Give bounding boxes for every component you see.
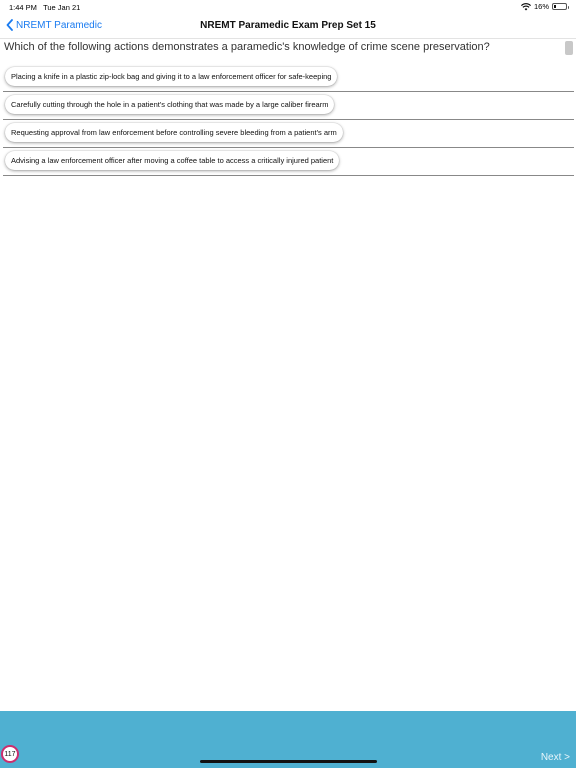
answer-row-3 xyxy=(3,120,574,148)
wifi-icon xyxy=(521,3,531,11)
scrollbar-thumb[interactable] xyxy=(565,41,573,55)
answer-row-2 xyxy=(3,92,574,120)
answer-row-1 xyxy=(3,64,574,92)
question-counter-badge[interactable]: 117 xyxy=(1,745,19,763)
status-right xyxy=(521,2,567,11)
answer-list xyxy=(3,64,574,176)
answer-row-4 xyxy=(3,148,574,176)
battery-fill xyxy=(554,5,556,8)
answer-option-2[interactable]: Carefully cutting through the hole in a patient's clothing that was made by a large caliber firearm xyxy=(5,95,334,114)
nav-divider xyxy=(0,38,576,39)
navigation-bar xyxy=(0,14,576,38)
status-time xyxy=(9,3,80,12)
question-text: Which of the following actions demonstrates a paramedic's knowledge of crime scene preservation? xyxy=(4,41,490,53)
page-title: NREMT Paramedic Exam Prep Set 15 xyxy=(200,20,376,31)
footer-bar xyxy=(0,711,576,768)
answer-option-4[interactable]: Advising a law enforcement officer after moving a coffee table to access a critically injured patient xyxy=(5,151,339,170)
back-button-label: NREMT Paramedic xyxy=(16,19,102,31)
battery-icon xyxy=(552,3,567,10)
status-bar xyxy=(0,0,576,14)
status-date-text: Tue Jan 21 xyxy=(43,3,81,12)
answer-option-1[interactable]: Placing a knife in a plastic zip-lock bag and giving it to a law enforcement officer for safe-keeping xyxy=(5,67,337,86)
battery-percent: 16% xyxy=(533,2,549,11)
home-indicator xyxy=(200,760,377,763)
next-button[interactable]: Next > xyxy=(540,752,570,763)
answer-option-3[interactable]: Requesting approval from law enforcement before controlling severe bleeding from a patient's arm xyxy=(5,123,343,142)
status-time-text: 1:44 PM xyxy=(9,3,37,12)
